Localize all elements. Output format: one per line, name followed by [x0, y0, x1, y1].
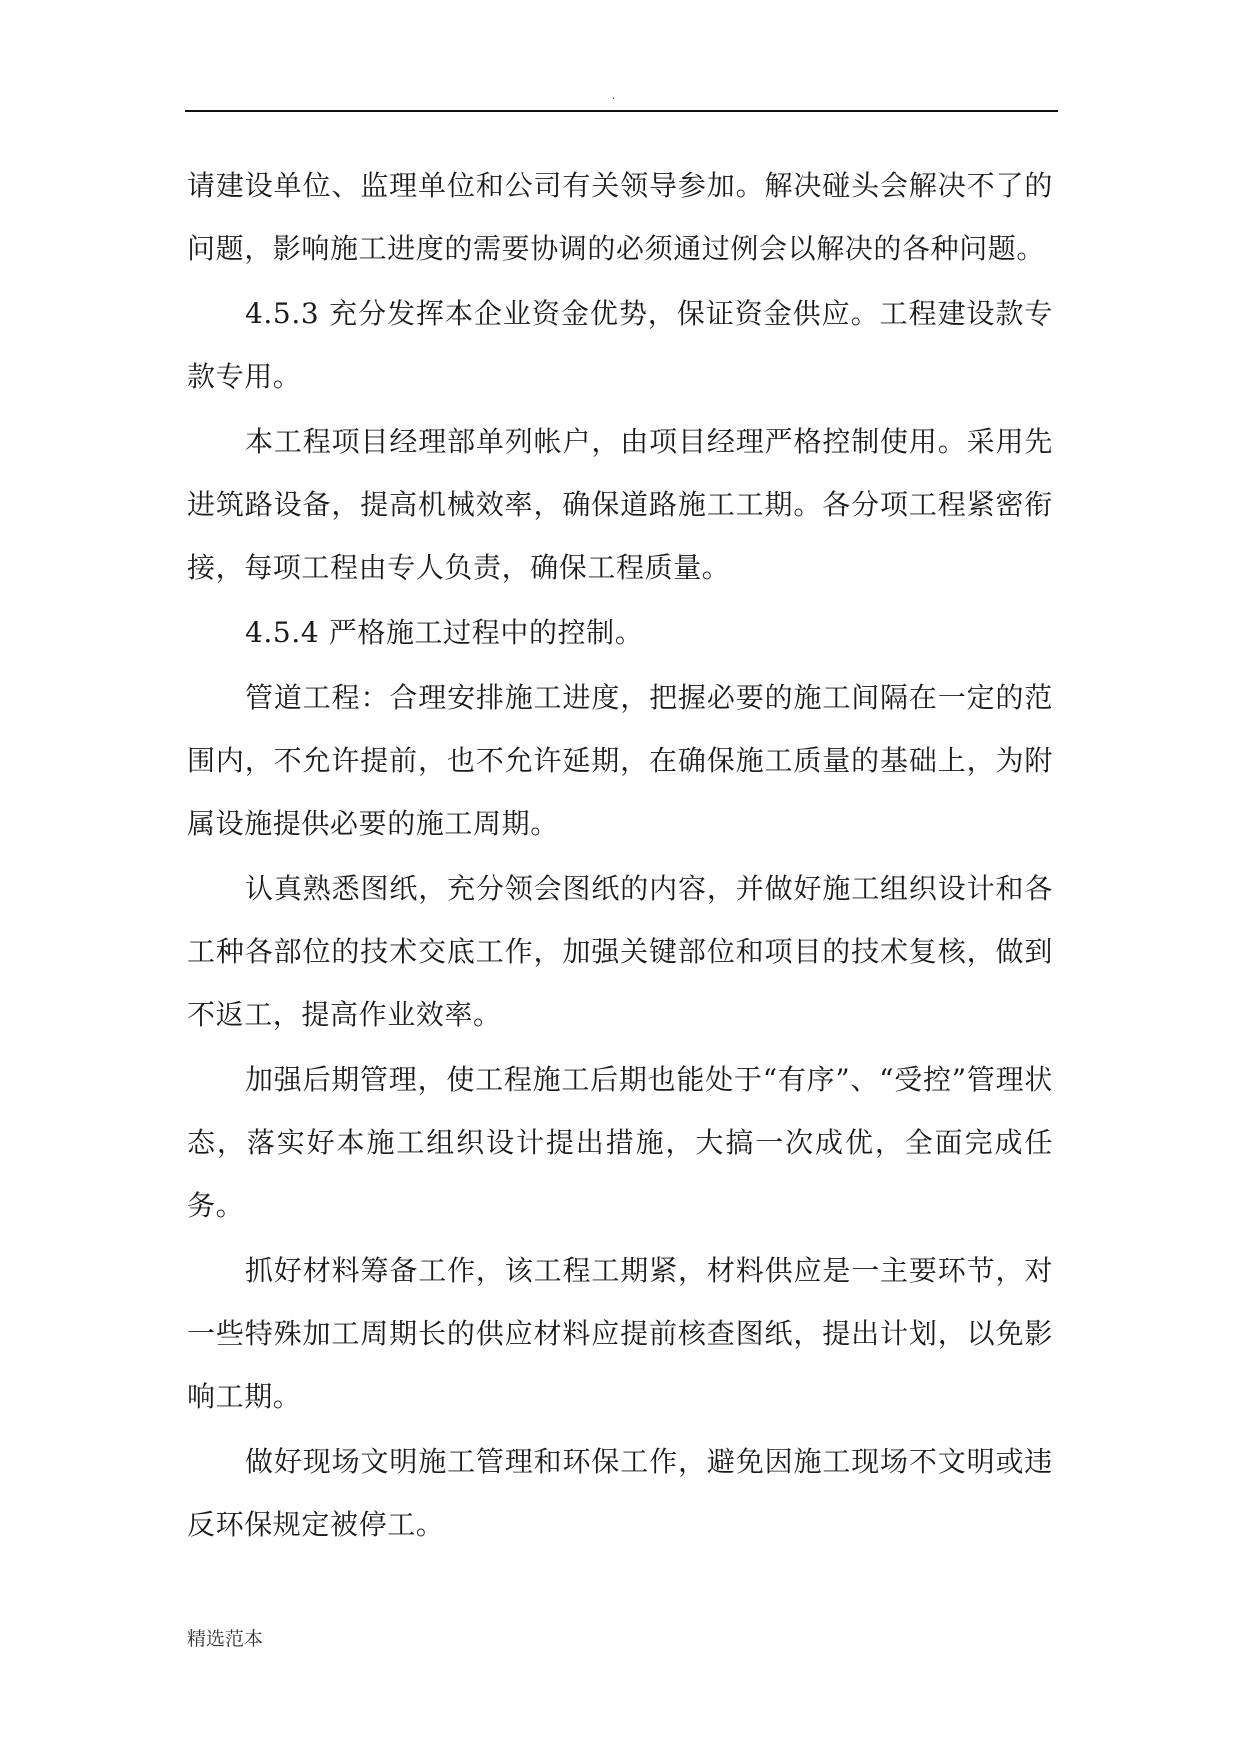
- paragraph: 做好现场文明施工管理和环保工作，避免因施工现场不文明或违反环保规定被停工。: [187, 1445, 1053, 1541]
- paragraph: 抓好材料筹备工作，该工程工期紧，材料供应是一主要环节，对一些特殊加工周期长的供应材料应提前核查图纸，提出计划，以免影响工期。: [187, 1254, 1053, 1413]
- footer-label: 精选范本: [187, 1628, 264, 1650]
- paragraph: 管道工程：合理安排施工进度，把握必要的施工间隔在一定的范围内，不允许提前，也不允许延期，在确保施工质量的基础上，为附属设施提供必要的施工周期。: [187, 681, 1053, 840]
- header-rule: [185, 110, 1058, 112]
- paragraph: 4.5.4 严格施工过程中的控制。: [245, 616, 644, 649]
- paragraph: 认真熟悉图纸，充分领会图纸的内容，并做好施工组织设计和各工种各部位的技术交底工作，加强关键部位和项目的技术复核，做到不返工，提高作业效率。: [187, 872, 1053, 1031]
- paragraph: 本工程项目经理部单列帐户，由项目经理严格控制使用。采用先进筑路设备，提高机械效率，确保道路施工工期。各分项工程紧密衔接，每项工程由专人负责，确保工程质量。: [187, 425, 1053, 584]
- paragraph: 4.5.3 充分发挥本企业资金优势，保证资金供应。工程建设款专款专用。: [187, 297, 1053, 393]
- paragraph: 加强后期管理，使工程施工后期也能处于“有序”、“受控”管理状态，落实好本施工组织设计提出措施，大搞一次成优，全面完成任务。: [187, 1063, 1053, 1222]
- paragraph: 请建设单位、监理单位和公司有关领导参加。解决碰头会解决不了的问题，影响施工进度的需要协调的必须通过例会以解决的各种问题。: [187, 169, 1053, 265]
- header-mark: .: [612, 91, 616, 102]
- document-body: [187, 154, 1053, 1558]
